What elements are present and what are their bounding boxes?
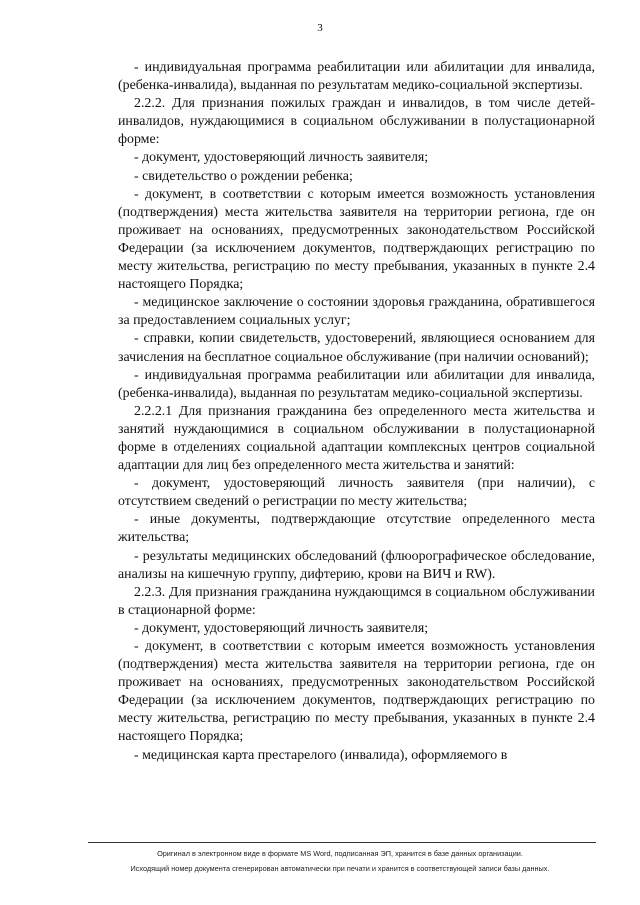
footer-line-original: Оригинал в электронном виде в формате MS Word, подписанная ЭП, хранится в базе данных организации. bbox=[157, 849, 523, 858]
list-item-medical-conclusion: - медицинское заключение о состоянии здоровья гражданина, обратившегося за предоставлением социальных услуг; bbox=[118, 295, 595, 329]
list-item-medical-card: - медицинская карта престарелого (инвалида), оформляемого в bbox=[134, 747, 508, 763]
list-item-other-docs: - иные документы, подтверждающие отсутствие определенного места жительства; bbox=[118, 512, 595, 546]
list-item-residence-doc-2: - документ, в соответствии с которым имеется возможность установления (подтверждения) места жительства заявителя на территории региона, где он проживает на основаниях, предусмотренных законодательством Российской Федерации (за исключением документов, подтверждающих регистрацию по месту жительства, регистрацию по месту пребывания, указанных в пункте 2.4 настоящего Порядка; bbox=[118, 639, 595, 745]
page-number: 3 bbox=[317, 22, 323, 34]
footer bbox=[60, 846, 620, 876]
footer-line-number: Исходящий номер документа сгенерирован автоматически при печати и хранится в соответствующей записи базы данных. bbox=[130, 864, 550, 873]
list-item-residence-doc: - документ, в соответствии с которым имеется возможность установления (подтверждения) места жительства заявителя на территории региона, где он проживает на основаниях, предусмотренных законодательством Российской Федерации (за исключением документов, подтверждающих регистрацию по месту жительства, регистрацию по месту пребывания, указанных в пункте 2.4 настоящего Порядка; bbox=[118, 186, 595, 293]
list-item-identity-doc-2: - документ, удостоверяющий личность заявителя; bbox=[134, 620, 429, 636]
list-item-certificates: - справки, копии свидетельств, удостоверений, являющиеся основанием для зачисления на бесплатное социальное обслуживание (при наличии оснований); bbox=[118, 331, 595, 365]
list-item-medical-tests: - результаты медицинских обследований (флюорографическое обследование, анализы на кишечную группу, дифтерию, крови на ВИЧ и RW). bbox=[118, 548, 595, 582]
list-item-identity-doc: - документ, удостоверяющий личность заявителя; bbox=[134, 150, 429, 166]
paragraph-2-2-3: 2.2.3. Для признания гражданина нуждающимся в социальном обслуживании в стационарной форме: bbox=[118, 584, 595, 618]
document-body bbox=[118, 59, 595, 765]
list-item-birth-certificate: - свидетельство о рождении ребенка; bbox=[134, 168, 353, 184]
footer-divider bbox=[88, 842, 596, 843]
list-item-ipr-2: - индивидуальная программа реабилитации или абилитации для инвалида, (ребенка-инвалида), выданная по результатам медико-социальной экспертизы. bbox=[118, 367, 595, 401]
list-item-identity-doc-optional: - документ, удостоверяющий личность заявителя (при наличии), с отсутствием сведений о регистрации по месту жительства; bbox=[118, 476, 595, 510]
paragraph-2-2-2-1: 2.2.2.1 Для признания гражданина без определенного места жительства и занятий нуждающимися в социальном обслуживании в полустационарной форме в отделениях социальной адаптации комплексных центров социальной адаптации для лиц без определенного места жительства и занятий: bbox=[118, 403, 595, 474]
paragraph-2-2-2: 2.2.2. Для признания пожилых граждан и инвалидов, в том числе детей-инвалидов, нуждающимися в социальном обслуживании в полустационарной форме: bbox=[118, 96, 595, 148]
paragraph-ipr-1: - индивидуальная программа реабилитации или абилитации для инвалида, (ребенка-инвалида), выданная по результатам медико-социальной экспертизы. bbox=[118, 60, 595, 94]
